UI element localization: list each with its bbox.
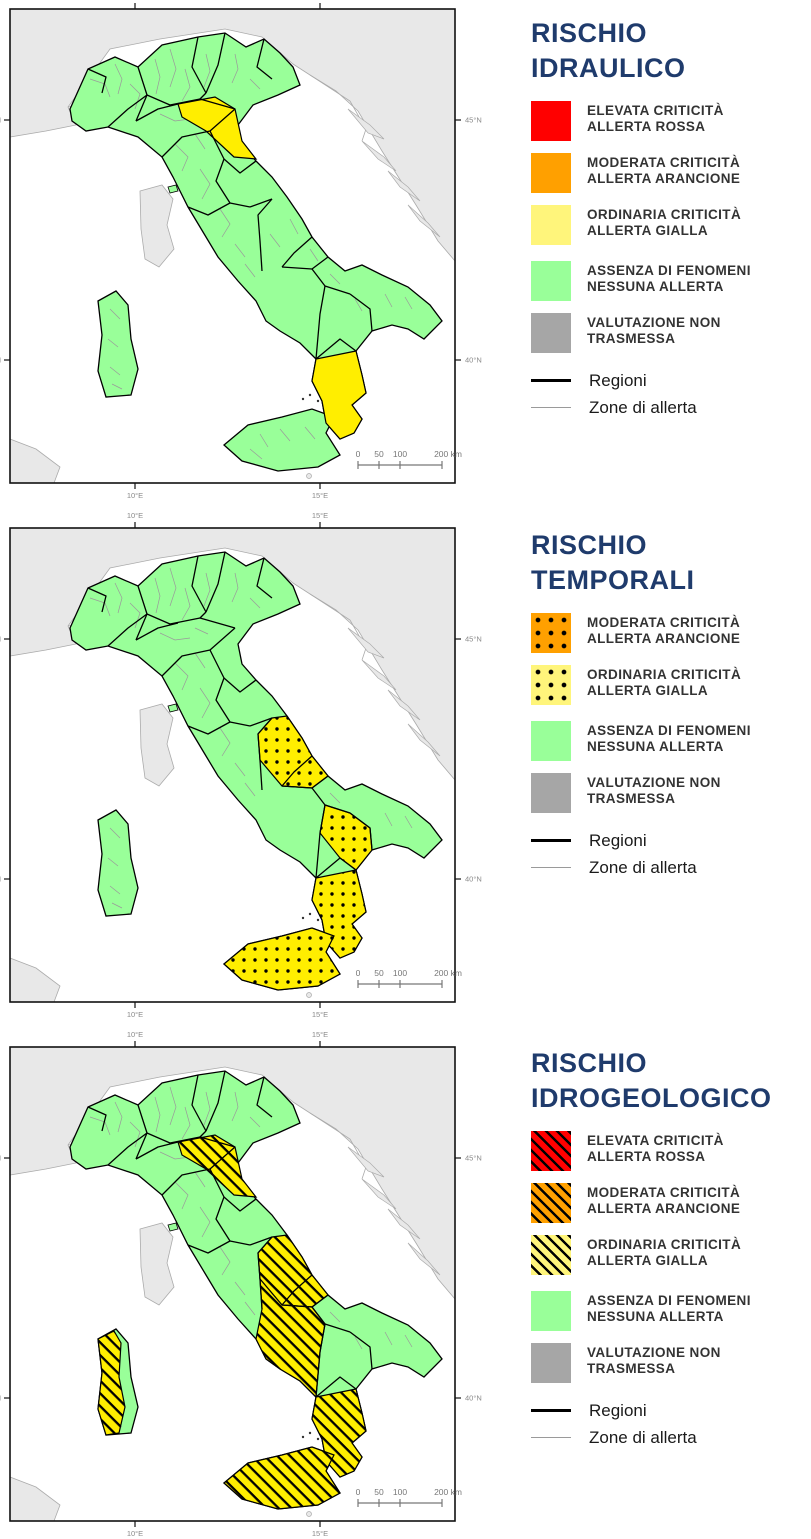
- legend-item-line1: MODERATA CRITICITÀ: [587, 1185, 741, 1201]
- legend-item: [531, 205, 807, 245]
- scale-label: 50: [374, 968, 384, 978]
- legend-item-line2: ALLERTA ARANCIONE: [587, 1201, 741, 1217]
- legend-item-label: [587, 665, 741, 699]
- scale-label: 100: [392, 1487, 408, 1497]
- legend-item-line2: NESSUNA ALLERTA: [587, 739, 724, 755]
- legend-line-items: [531, 827, 807, 881]
- legend-title-line1: RISCHIO: [531, 530, 648, 560]
- legend-item: [531, 613, 807, 653]
- lon-label-top: [127, 0, 143, 1]
- legend-zone-item: [531, 1424, 807, 1451]
- legend-line-label: Zone di allerta: [589, 397, 697, 417]
- legend-item-line2: ALLERTA ARANCIONE: [587, 171, 741, 187]
- lon-label-top: 10°E: [126, 1030, 144, 1039]
- scale-label: 50: [374, 1487, 384, 1497]
- legend-regioni-item: [531, 1397, 807, 1424]
- lat-label-left: [0, 635, 1, 644]
- lat-label-left: [0, 875, 1, 884]
- lon-label-bottom: 15°E: [311, 491, 329, 500]
- legend-title-line1: RISCHIO: [531, 1048, 648, 1078]
- legend-item-line2: TRASMESSA: [587, 1361, 676, 1377]
- legend-zone-item: [531, 394, 807, 421]
- map-canvas: [0, 0, 482, 500]
- legend-item: [531, 153, 807, 193]
- yellow-hatch-swatch: [531, 1235, 571, 1275]
- gray-solid-swatch: [531, 313, 571, 353]
- legend-item-line2: ALLERTA ROSSA: [587, 119, 706, 135]
- legend-item: [531, 261, 807, 301]
- legend-item: [531, 101, 807, 141]
- legend-items: [531, 101, 807, 353]
- legend-line-label: Regioni: [589, 830, 647, 850]
- legend-rischio-temporali: [531, 528, 807, 881]
- region-border-line-sample: [531, 1409, 571, 1412]
- legend-item-label: [587, 1183, 740, 1217]
- malta: [307, 1512, 312, 1517]
- orange-solid-swatch: [531, 153, 571, 193]
- legend-item-line2: ALLERTA ARANCIONE: [587, 631, 741, 647]
- legend-rischio-idraulico: [531, 16, 807, 421]
- legend-items: [531, 613, 807, 813]
- legend-item: [531, 1235, 807, 1275]
- legend-item-line1: ELEVATA CRITICITÀ: [587, 1133, 724, 1149]
- gray-solid-swatch: [531, 773, 571, 813]
- legend-item-label: [587, 1131, 724, 1165]
- lon-label-top: 10°E: [126, 511, 144, 520]
- legend-regioni-item: [531, 367, 807, 394]
- lon-label-top: [312, 0, 328, 1]
- legend-item: [531, 665, 807, 705]
- legend-item: [531, 1291, 807, 1331]
- legend-item-line2: ALLERTA GIALLA: [587, 1253, 709, 1269]
- legend-item-label: [587, 1343, 721, 1377]
- legend-item: [531, 313, 807, 353]
- legend-item-label: [587, 313, 721, 347]
- legend-title: [531, 16, 807, 85]
- legend-title-line2: TEMPORALI: [531, 564, 695, 595]
- scale-label: 100: [392, 449, 408, 459]
- map-rischio-idrogeologico-svg: [0, 1029, 489, 1539]
- legend-item: [531, 721, 807, 761]
- legend-item-line2: ALLERTA GIALLA: [587, 683, 709, 699]
- legend-title-line1: RISCHIO: [531, 18, 648, 48]
- map-canvas: [0, 1030, 482, 1538]
- legend-item-line1: ASSENZA DI FENOMENI: [587, 723, 751, 739]
- scale-label: 0: [355, 449, 361, 459]
- zone-border-line-sample: [531, 1437, 571, 1439]
- legend-item: [531, 773, 807, 813]
- map-canvas: [0, 511, 482, 1019]
- region-border-line-sample: [531, 379, 571, 382]
- legend-item-line1: ORDINARIA CRITICITÀ: [587, 1237, 742, 1253]
- legend-item: [531, 1183, 807, 1223]
- legend-item: [531, 1343, 807, 1383]
- legend-item-line1: ASSENZA DI FENOMENI: [587, 263, 751, 279]
- lon-label-bottom: 10°E: [126, 491, 144, 500]
- malta: [307, 474, 312, 479]
- scale-label: 200 km: [434, 449, 462, 459]
- orange-hatch-swatch: [531, 1183, 571, 1223]
- lat-label-left: [0, 356, 1, 365]
- orange-dots-swatch: [531, 613, 571, 653]
- legend-items: [531, 1131, 807, 1383]
- legend-rischio-idrogeologico: [531, 1046, 807, 1451]
- legend-item-line2: ALLERTA ROSSA: [587, 1149, 706, 1165]
- zone-border-line-sample: [531, 407, 571, 409]
- legend-title-line2: IDRAULICO: [531, 52, 686, 83]
- legend-title-line2: IDROGEOLOGICO: [531, 1082, 772, 1113]
- scale-label: 200 km: [434, 1487, 462, 1497]
- gray-solid-swatch: [531, 1343, 571, 1383]
- legend-item-line2: TRASMESSA: [587, 331, 676, 347]
- legend-item-label: [587, 773, 721, 807]
- legend-item-label: [587, 721, 751, 755]
- yellow-solid-swatch: [531, 205, 571, 245]
- region-border-line-sample: [531, 839, 571, 842]
- lat-label-right: 45°N: [465, 1153, 482, 1163]
- lat-label-right: 45°N: [465, 115, 482, 125]
- legend-item-label: [587, 261, 751, 295]
- lon-label-bottom: 10°E: [126, 1010, 144, 1019]
- lat-label-right: 40°N: [465, 1393, 482, 1403]
- legend-item-line1: ASSENZA DI FENOMENI: [587, 1293, 751, 1309]
- red-hatch-swatch: [531, 1131, 571, 1171]
- legend-item-label: [587, 613, 740, 647]
- scale-label: 0: [355, 1487, 361, 1497]
- legend-item-line1: VALUTAZIONE NON: [587, 1345, 721, 1361]
- legend-item-label: [587, 205, 741, 239]
- lon-label-bottom: 15°E: [311, 1010, 329, 1019]
- scale-label: 200 km: [434, 968, 462, 978]
- legend-item-label: [587, 153, 740, 187]
- legend-item-line1: ORDINARIA CRITICITÀ: [587, 207, 742, 223]
- legend-item-line2: TRASMESSA: [587, 791, 676, 807]
- lat-label-left: [0, 116, 1, 125]
- lat-label-right: 40°N: [465, 874, 482, 884]
- legend-item-line1: VALUTAZIONE NON: [587, 315, 721, 331]
- lon-label-bottom: 10°E: [126, 1529, 144, 1538]
- green-solid-swatch: [531, 1291, 571, 1331]
- lon-label-top: 15°E: [311, 511, 329, 520]
- legend-regioni-item: [531, 827, 807, 854]
- map-rischio-temporali: [0, 510, 489, 1020]
- scale-label: 100: [392, 968, 408, 978]
- scale-label: 50: [374, 449, 384, 459]
- yellow-dots-swatch: [531, 665, 571, 705]
- map-rischio-idrogeologico: [0, 1029, 489, 1539]
- legend-item-line2: ALLERTA GIALLA: [587, 223, 709, 239]
- legend-line-label: Regioni: [589, 370, 647, 390]
- lat-label-left: [0, 1154, 1, 1163]
- legend-item-line1: ELEVATA CRITICITÀ: [587, 103, 724, 119]
- lat-label-left: [0, 1394, 1, 1403]
- zone-border-line-sample: [531, 867, 571, 869]
- legend-line-items: [531, 1397, 807, 1451]
- legend-line-label: Zone di allerta: [589, 857, 697, 877]
- legend-item-label: [587, 101, 724, 135]
- malta: [307, 993, 312, 998]
- legend-item-line2: NESSUNA ALLERTA: [587, 1309, 724, 1325]
- legend-item: [531, 1131, 807, 1171]
- legend-title: [531, 1046, 807, 1115]
- lon-label-bottom: 15°E: [311, 1529, 329, 1538]
- legend-item-line1: VALUTAZIONE NON: [587, 775, 721, 791]
- legend-item-line2: NESSUNA ALLERTA: [587, 279, 724, 295]
- legend-zone-item: [531, 854, 807, 881]
- legend-item-label: [587, 1235, 741, 1269]
- map-rischio-idraulico-svg: [0, 0, 489, 501]
- legend-line-label: Zone di allerta: [589, 1427, 697, 1447]
- lat-label-right: 45°N: [465, 634, 482, 644]
- map-rischio-idraulico: [0, 0, 489, 501]
- green-solid-swatch: [531, 721, 571, 761]
- legend-line-items: [531, 367, 807, 421]
- green-solid-swatch: [531, 261, 571, 301]
- legend-item-line1: MODERATA CRITICITÀ: [587, 155, 741, 171]
- lat-label-right: 40°N: [465, 355, 482, 365]
- map-rischio-temporali-svg: [0, 510, 489, 1020]
- lon-label-top: 15°E: [311, 1030, 329, 1039]
- legend-title: [531, 528, 807, 597]
- legend-item-line1: ORDINARIA CRITICITÀ: [587, 667, 742, 683]
- red-solid-swatch: [531, 101, 571, 141]
- legend-item-label: [587, 1291, 751, 1325]
- legend-line-label: Regioni: [589, 1400, 647, 1420]
- legend-item-line1: MODERATA CRITICITÀ: [587, 615, 741, 631]
- scale-label: 0: [355, 968, 361, 978]
